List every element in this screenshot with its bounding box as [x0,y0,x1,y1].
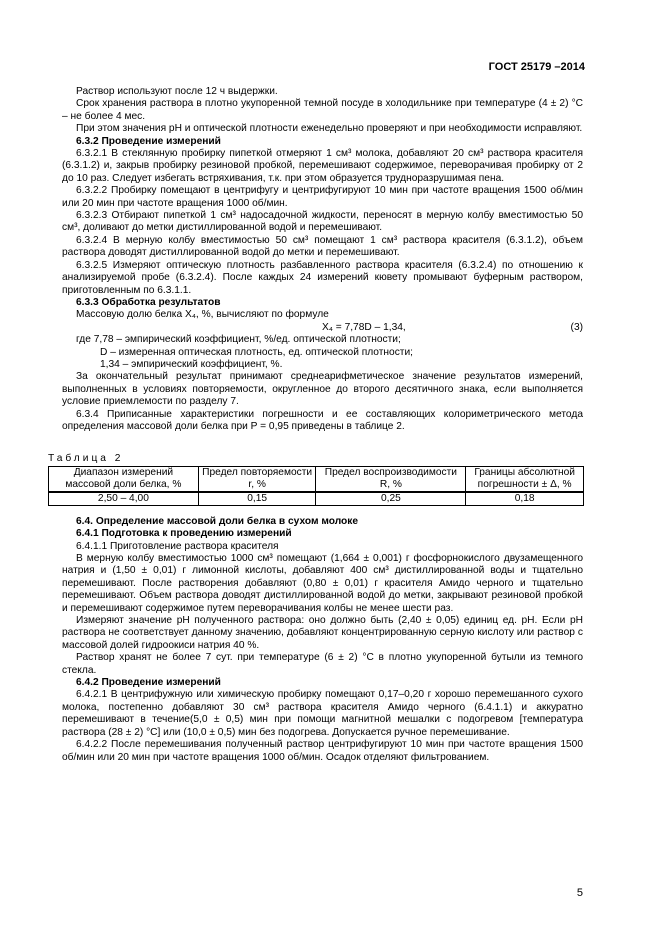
table-cell: 2,50 – 4,00 [49,492,199,506]
formula: X₄ = 7,78D – 1,34, [322,321,406,333]
table-header-cell: Границы абсолютной погрешности ± Δ, % [466,466,584,492]
paragraph: 6.3.2.4 В мерную колбу вместимостью 50 см³ помещают 1 см³ раствора красителя (6.3.1.2), объем раствора доводят дистиллированной водой до метки и перемешивают. [62,234,583,259]
paragraph: Массовую долю белка X₄, %, вычисляют по формуле [76,309,329,321]
table-cell: 0,25 [316,492,466,506]
table-header-row [49,466,584,492]
definition: где 7,78 – эмпирический коэффициент, %/ед. оптической плотности; [76,334,401,346]
paragraph: 6.3.2.5 Измеряют оптическую плотность разбавленного раствора красителя (6.3.2.4) по отношению к анализируемой пробе (6.3.2.4). После каждых 24 измерений кювету промывают буферным раствором, приготовленным по 6.3.1.1. [62,259,583,296]
paragraph: 6.4.1.1 Приготовление раствора красителя [76,540,279,552]
document-header: ГОСТ 25179 –2014 [488,61,585,73]
paragraph: Измеряют значение рН полученного раствора: оно должно быть (2,40 ± 0,05) единиц ед. рН. Если рН раствора не соответствует данному значению, добавляют концентрированную серную кислоту или раствор с массовой долей гидроокиси натрия 40 %. [62,615,583,651]
paragraph: 6.3.2.3 Отбирают пипеткой 1 см³ надосадочной жидкости, переносят в мерную колбу вместимостью 50 см³, доливают до метки дистиллированной водой и перемешивают. [62,210,583,234]
paragraph: 6.4.2.2 После перемешивания полученный раствор центрифугируют 10 мин при частоте вращения 1500 об/мин или 20 мин при частоте вращения 1000 об/мин. Осадок отделяют фильтрованием. [62,739,583,763]
table-cell: 0,15 [198,492,316,506]
formula-definitions [62,334,583,371]
section-heading: 6.3.2 Проведение измерений [76,135,221,147]
table-header-cell: Предел воспроизводимости R, % [316,466,466,492]
table-header-cell: Диапазон измерений массовой доли белка, % [49,466,199,492]
paragraph: 6.3.2.1 В стеклянную пробирку пипеткой отмеряют 1 см³ молока, добавляют 20 см³ раствора красителя (6.3.1.2) и, закрыв пробирку резиновой пробкой, перемешивают содержимое, переворачивая пробирку от 2 до 10 раз. Следует избегать встряхивания, т.к. при этом образуется трудноразрушимая пена. [62,148,583,184]
paragraph: Раствор хранят не более 7 сут. при температуре (6 ± 2) °С в плотно укупоренной бутыли из темного стекла. [62,652,583,676]
table-cell: 0,18 [466,492,584,506]
table-caption: Таблица 2 [48,453,124,465]
definition: 1,34 – эмпирический коэффициент, %. [100,358,283,370]
paragraph: Срок хранения раствора в плотно укупоренной темной посуде в холодильнике при температуре (4 ± 2) °С – не более 4 мес. [62,98,583,122]
table-2 [48,466,584,506]
table-row [49,492,584,506]
paragraph: 6.3.2.2 Пробирку помещают в центрифугу и центрифугируют 10 мин при частоте вращения 1500 об/мин или 20 мин при частоте вращения 1000 об/мин. [62,185,583,209]
formula-line [62,322,583,334]
table-header-cell: Предел повторяемости r, % [198,466,316,492]
page-body [48,86,583,764]
paragraph: Раствор используют после 12 ч выдержки. [76,86,278,97]
page-number: 5 [576,887,583,899]
section-heading: 6.4. Определение массовой доли белка в сухом молоке [76,515,359,527]
paragraph: При этом значения рН и оптической плотности еженедельно проверяют и при необходимости исправляют. [76,123,583,135]
section-heading: 6.4.2 Проведение измерений [76,677,221,689]
definition: D – измеренная оптическая плотность, ед. оптической плотности; [100,346,413,358]
section-heading: 6.4.1 Подготовка к проведению измерений [76,528,292,540]
paragraph: За окончательный результат принимают среднеарифметическое значение результатов измерений, выполненных в условиях повторяемости, округленное до второго десятичного знака, если выполняется условие приемлемости по разделу 7. [62,371,583,408]
paragraph: 6.4.2.1 В центрифужную или химическую пробирку помещают 0,17–0,20 г хорошо перемешанного сухого молока, постепенно добавляют 30 см³ раствора красителя Амидо черного (6.4.1.1) и аккуратно перемешивают в течение(5,0 ± 0,5) мин при помощи магнитной мешалки с подогревом [температура раствора (28 ± 2) °С] или (10,0 ± 0,5) мин без подогрева. Допускается ручное перемешивание. [62,689,583,738]
paragraph: 6.3.4 Приписанные характеристики погрешности и ее составляющих колориметрического метода определения массовой доли белка при P = 0,95 приведены в таблице 2. [62,408,583,432]
section-heading: 6.3.3 Обработка результатов [76,296,221,308]
formula-number: (3) [570,321,583,333]
paragraph: В мерную колбу вместимостью 1000 см³ помещают (1,664 ± 0,001) г фосфорнокислого двузамещенного натрия и (1,50 ± 0,01) г лимонной кислоты, добавляют 400 см³ дистиллированной воды и тщательно перемешивают. После растворения добавляют (0,80 ± 0,01) г красителя Амидо черного и тщательно перемешивают. Объем раствора доводят дистиллированной водой до метки, закрывают резиновой пробкой и перемешивают содержимое путем переворачивания колбы не менее шести раз. [62,553,583,614]
